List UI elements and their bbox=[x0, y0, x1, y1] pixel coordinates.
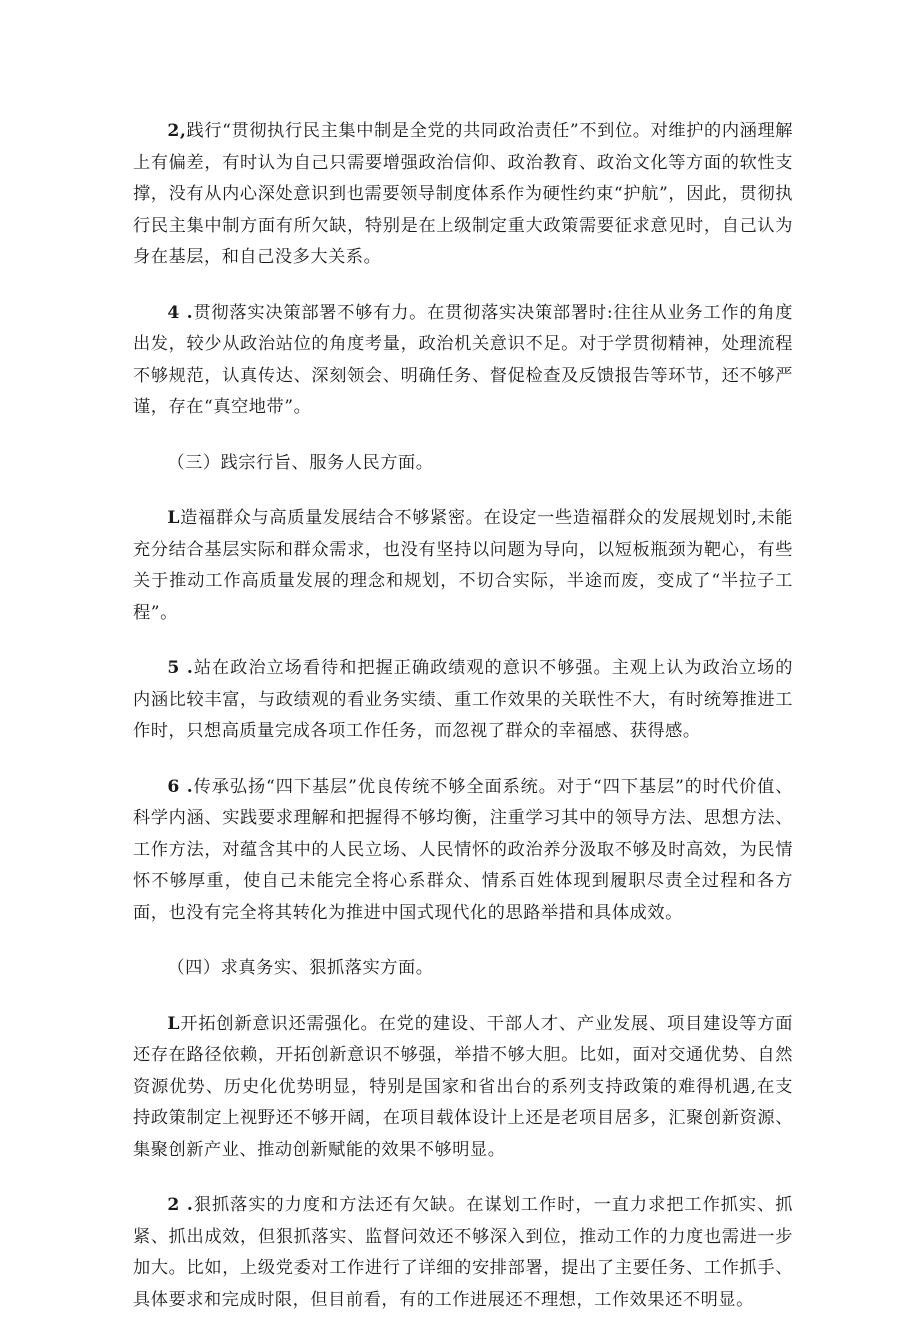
paragraph-benefit-masses bbox=[133, 503, 793, 629]
paragraph-text: 开拓创新意识还需强化。在党的建设、干部人才、产业发展、项目建设等方面还存在路径依赖，开拓创新意识不够强，举措不够大胆。比如，面对交通优势、自然资源优势、历史化优势明显，特别是国家和省出台的系列支持政策的难得机遇,在支持政策制定上视野还不够开阔，在项目载体设计上还是老项目居多，汇聚创新资源、集聚创新产业、推动创新赋能的效果不够明显。 bbox=[133, 1013, 793, 1160]
paragraph-implementation-effort bbox=[133, 1190, 793, 1316]
item-number: 4 . bbox=[167, 302, 194, 323]
paragraph-text: 造福群众与高质量发展结合不够紧密。在设定一些造福群众的发展规划时,未能充分结合基层实际和群众需求，也没有坚持以问题为导向，以短板瓶颈为靶心，有些关于推动工作高质量发展的理念和规划，不切合实际，半途而废，变成了“半拉子工程”。 bbox=[133, 508, 793, 623]
paragraph-text: 站在政治立场看待和把握正确政绩观的意识不够强。主观上认为政治立场的内涵比较丰富，与政绩观的看业务实绩、重工作效果的关联性不大，有时统筹推进工作时，只想高质量完成各项工作任务，而忽视了群众的幸福感、获得感。 bbox=[133, 658, 794, 741]
item-number: 2, bbox=[167, 121, 187, 141]
paragraph-decision-implementation bbox=[133, 298, 793, 424]
paragraph-text: 传承弘扬“四下基层”优良传统不够全面系统。对于“四下基层”的时代价值、科学内涵、实践要求理解和把握得不够均衡，注重学习其中的领导方法、思想方法、工作方法，对蕴含其中的人民立场、人民情怀的政治养分汲取不够及时高效，为民情怀不够厚重，使自己未能完全将心系群众、情系百姓体现到履职尽责全过程和各方面，也没有完全将其转化为推进中国式现代化的思路举措和具体成效。 bbox=[133, 776, 793, 923]
section-heading-pragmatic: （四）求真务实、狠抓落实方面。 bbox=[167, 958, 434, 978]
item-number: L bbox=[167, 1013, 181, 1034]
item-number: L bbox=[167, 508, 181, 528]
paragraph-four-down-grassroots bbox=[133, 772, 793, 930]
paragraph-political-stance bbox=[133, 653, 793, 748]
paragraph-democratic-centralism bbox=[133, 116, 793, 274]
item-number: 2 . bbox=[167, 1195, 194, 1215]
paragraph-text: 贯彻落实决策部署不够有力。在贯彻落实决策部署时:往往从业务工作的角度出发，较少从政治站位的角度考量，政治机关意识不足。对于学贯彻精神，处理流程不够规范，认真传达、深刻领会、明确任务、督促检查及反馈报告等环节，还不够严谨，存在“真空地带”。 bbox=[133, 302, 794, 417]
item-number: 5 . bbox=[167, 658, 194, 678]
item-number: 6 . bbox=[167, 776, 194, 797]
paragraph-innovation bbox=[133, 1009, 793, 1167]
section-heading-serve-people: （三）践宗行旨、服务人民方面。 bbox=[167, 452, 434, 473]
document-body bbox=[133, 116, 793, 1340]
paragraph-text: 践行“贯彻执行民主集中制是全党的共同政治责任”不到位。对维护的内涵理解上有偏差，有时认为自己只需要增强政治信仰、政治教育、政治文化等方面的软性支撑，没有从内心深处意识到也需要领导制度体系作为硬性约束“护航”，因此，贯彻执行民主集中制方面有所欠缺，特别是在上级制定重大政策需要征求意见时，自己认为身在基层，和自己没多大关系。 bbox=[133, 121, 793, 267]
paragraph-text: 狠抓落实的力度和方法还有欠缺。在谋划工作时，一直力求把工作抓实、抓紧、抓出成效，但狠抓落实、监督问效还不够深入到位，推动工作的力度也需进一步加大。比如，上级党委对工作进行了详细的安排部署，提出了主要任务、工作抓手、具体要求和完成时限，但目前看，有的工作进展还不理想，工作效果还不明显。 bbox=[133, 1195, 794, 1310]
